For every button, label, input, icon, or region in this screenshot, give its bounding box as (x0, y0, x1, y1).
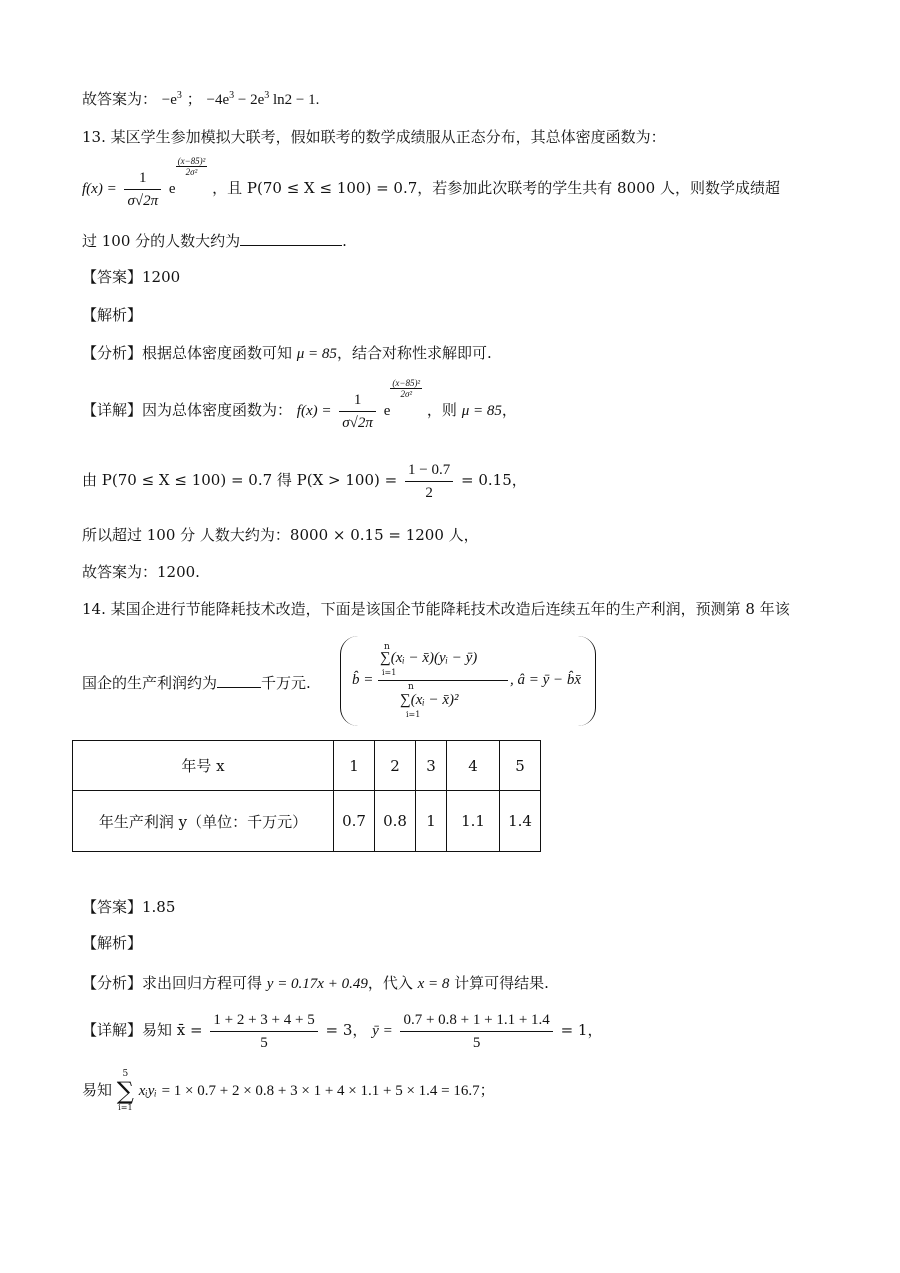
ybar-label: ȳ = (372, 1023, 393, 1039)
detail-text-3: ， (501, 401, 517, 419)
sum-lower-2: i=1 (406, 710, 421, 719)
q13-density-line (82, 156, 780, 210)
table-cell: 2 (375, 741, 416, 791)
b-numerator: ∑(xᵢ − x̄)(yᵢ − ȳ) (380, 650, 478, 666)
analysis-text-3: 计算可得结果. (449, 974, 549, 992)
exp-fraction-2: $\frac{\text{(x−85)²}}{\text{2σ²}}$ (392, 378, 421, 399)
sum-prefix: 易知 (82, 1081, 113, 1099)
analysis-text: 【分析】求出回归方程可得 (82, 974, 267, 992)
answer-blank-2[interactable] (217, 673, 261, 688)
answer-1: $-e^3$ (161, 90, 182, 108)
q14-means (82, 1008, 602, 1053)
q13-probability (82, 460, 527, 502)
x-value: x = 8 (417, 976, 450, 992)
q13-analysis (82, 342, 492, 365)
table-cell: 0.8 (375, 791, 416, 852)
answer-blank[interactable] (240, 231, 342, 246)
unit-text: 千万元. (261, 674, 311, 692)
separator: ； (186, 90, 202, 108)
q13-line3-text: 过 100 分的人数大约为 (82, 232, 241, 250)
table-cell: 0.7 (334, 791, 375, 852)
q13-detail (82, 378, 517, 432)
answer-prefix: 故答案为： (82, 90, 158, 108)
b-hat-label: b̂ = (352, 672, 374, 688)
q13-final: 故答案为：1200. (82, 563, 200, 581)
table-cell: 1.4 (500, 791, 541, 852)
analysis-text-2: ，代入 (367, 974, 418, 992)
xbar-fraction: $\frac{1 + 2 + 3 + 4 + 5}{5}$ (210, 1011, 317, 1052)
density-label: f(x) = (82, 181, 117, 197)
a-hat-formula: , â = ȳ − b̂x̄ (510, 672, 582, 688)
regression-equation: y = 0.17x + 0.49 (266, 976, 368, 992)
sigma-symbol: 5 ∑ i=1 (116, 1069, 134, 1112)
q14-line2-text: 国企的生产利润约为 (82, 674, 218, 692)
density-fraction-2: $\frac{1}{\sigma√2\pi}$ (339, 391, 376, 432)
table-cell: 1 (416, 791, 447, 852)
q13-jiexi: 【解析】 (82, 306, 143, 324)
mu-value: μ = 85 (296, 346, 337, 362)
table-cell: 1.1 (447, 791, 500, 852)
q14-line2 (82, 672, 311, 694)
q14-stem: 14. 某国企进行节能降耗技术改造，下面是该国企节能降耗技术改造后连续五年的生产利润，预测第 8 年该 (82, 600, 790, 618)
q13-count: 所以超过 100 分 人数大约为：8000 × 0.15 = 1200 人， (82, 526, 479, 544)
table-row-year (73, 741, 541, 791)
fraction-bar (378, 680, 508, 681)
profit-table (72, 740, 541, 852)
mu-value-2: μ = 85 (461, 403, 502, 419)
table-cell: 5 (500, 741, 541, 791)
q13-line3 (82, 230, 347, 252)
answer-2: $-4e^3 - 2e^3$ ln2 − 1. (206, 90, 320, 108)
q13-given: ，且 P(70 ≤ X ≤ 100) = 0.7，若参加此次联考的学生共有 8000 人，则数学成绩超 (212, 179, 780, 197)
analysis-text: 【分析】根据总体密度函数可知 (82, 344, 297, 362)
density-label-2: f(x) = (296, 403, 332, 419)
probability-fraction: $\frac{1 - 0.7}{2}$ (405, 461, 453, 502)
ybar-fraction: $\frac{0.7 + 0.8 + 1 + 1.1 + 1.4}{5}$ (400, 1011, 552, 1052)
q14-analysis (82, 972, 549, 995)
sum-term: xᵢyᵢ (138, 1083, 157, 1099)
table-row-profit (73, 791, 541, 852)
xbar-value: = 3， (325, 1021, 368, 1039)
period: . (342, 232, 347, 250)
detail-text: 【详解】因为总体密度函数为： (82, 401, 293, 419)
row-label-profit: 年生产利润 y（单位：千万元） (73, 791, 334, 852)
sum-upper-1: n (384, 642, 390, 652)
row-label-year: 年号 x (73, 741, 334, 791)
b-denominator: ∑(xᵢ − x̄)² (400, 692, 459, 708)
probability-text: 由 P(70 ≤ X ≤ 100) = 0.7 得 P(X > 100) = (82, 471, 398, 489)
detail-text-2: ，则 (426, 401, 462, 419)
q13-stem: 13. 某区学生参加模拟大联考，假如联考的数学成绩服从正态分布，其总体密度函数为： (82, 128, 666, 146)
sum-upper-2: n (408, 682, 414, 692)
exp-base: e (168, 181, 176, 197)
density-fraction: $\frac{1}{\sigma√2\pi}$ (124, 169, 161, 210)
regression-formula (350, 640, 590, 724)
q13-answer: 【答案】1200 (82, 268, 181, 286)
q14-sum-line (82, 1070, 495, 1112)
table-cell: 4 (447, 741, 500, 791)
analysis-text-2: ，结合对称性求解即可. (336, 344, 492, 362)
xbar-label: 【详解】易知 x̄ = (82, 1021, 203, 1039)
sum-result: = 1 × 0.7 + 2 × 0.8 + 3 × 1 + 4 × 1.1 + 5 × 1.4 = 16.7； (161, 1083, 495, 1099)
table-cell: 1 (334, 741, 375, 791)
ybar-value: = 1， (560, 1021, 603, 1039)
sum-lower-1: i=1 (382, 668, 397, 677)
previous-answer-line (82, 85, 319, 111)
exp-fraction: $\frac{\text{(x−85)²}}{\text{2σ²}}$ (177, 156, 206, 177)
exp-base-2: e (383, 403, 391, 419)
probability-result: = 0.15， (461, 471, 527, 489)
q14-answer: 【答案】1.85 (82, 898, 176, 916)
table-cell: 3 (416, 741, 447, 791)
q14-jiexi: 【解析】 (82, 934, 143, 952)
